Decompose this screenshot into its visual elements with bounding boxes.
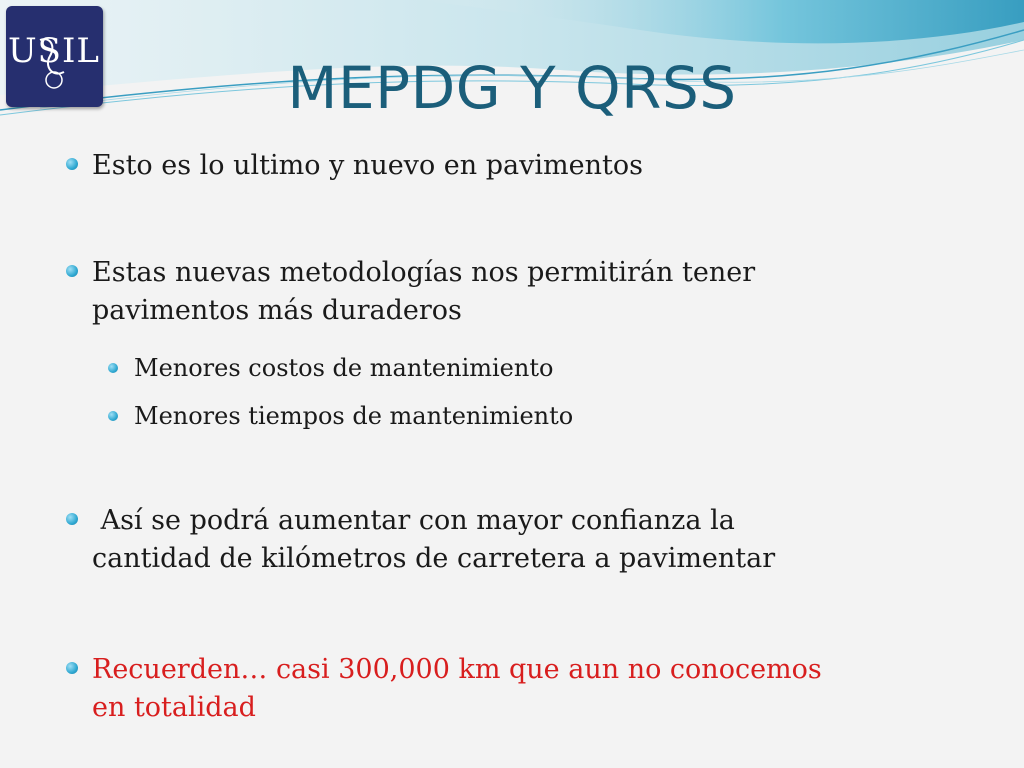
bullet-icon	[66, 265, 78, 277]
bullet-icon	[66, 513, 78, 525]
sub-bullet-icon	[108, 411, 118, 421]
bullet-icon	[66, 158, 78, 170]
sub-list-item	[134, 351, 553, 385]
list-item-text: Recuerden… casi 300,000 km que aun no conocemos	[92, 654, 822, 685]
slide-title: MEPDG Y QRSS	[287, 54, 737, 122]
sub-bullet-icon	[108, 363, 118, 373]
logo-lettering: USIL	[8, 31, 100, 71]
list-item-text: Estas nuevas metodologías nos permitirán tener	[92, 257, 756, 288]
list-item-text: Esto es lo ultimo y nuevo en pavimentos	[92, 150, 643, 181]
list-item	[92, 254, 755, 330]
list-item-text: en totalidad	[92, 692, 256, 723]
list-item-text: pavimentos más duraderos	[92, 295, 462, 326]
sub-list-item-text: Menores costos de mantenimiento	[134, 354, 554, 382]
list-item	[92, 502, 775, 578]
sub-list-item	[134, 399, 573, 433]
list-item	[92, 147, 643, 185]
sub-list-item-text: Menores tiempos de mantenimiento	[134, 402, 574, 430]
list-item-text: Así se podrá aumentar con mayor confianza la	[92, 505, 735, 536]
highlighted-list-item	[92, 651, 822, 727]
list-item-text: cantidad de kilómetros de carretera a pavimentar	[92, 543, 776, 574]
bullet-icon	[66, 662, 78, 674]
